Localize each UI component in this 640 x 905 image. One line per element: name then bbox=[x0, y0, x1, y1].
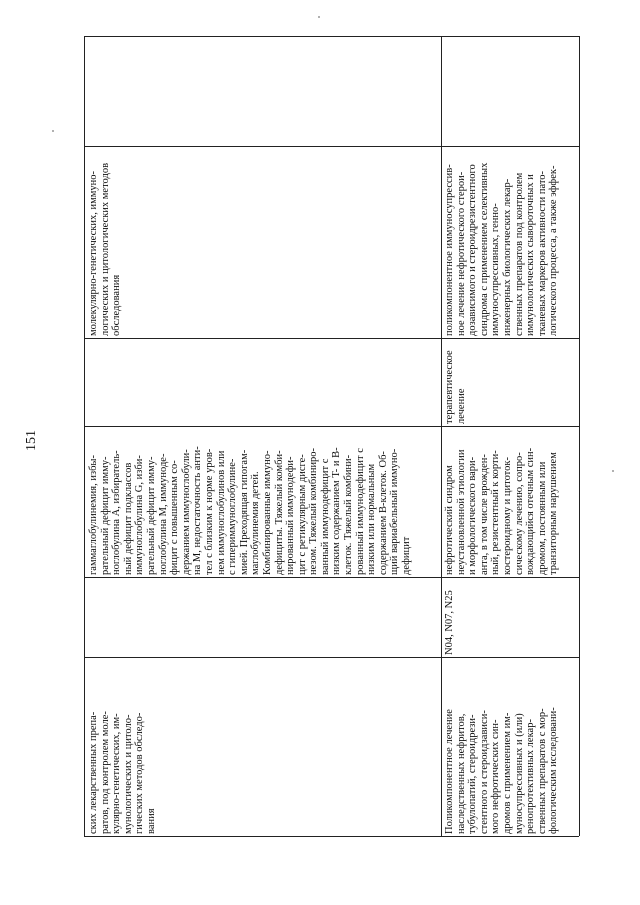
col-divider-3 bbox=[84, 426, 579, 427]
r2-col4-cell bbox=[444, 340, 474, 424]
scan-speck bbox=[52, 130, 54, 132]
r2-col2-text: N04, N07, N25 bbox=[444, 590, 455, 655]
table-border-bottom bbox=[84, 836, 579, 837]
r2-col1-text: Поликомпонентное лечение наследственных нефритов, тубулопатий, стероидрези- стентного и стероидзависи- мого нефротических син- дромов с применением им- муносупрессивных и (или) ренопротективных лекар- ственных препаратов с мор- фологическим исследовани- bbox=[444, 707, 560, 834]
page-number: 151 bbox=[24, 430, 39, 451]
r1-col3-text: гаммаглобулинемия, избы- рательный дефицит имму- ноглобулина A, избиратель- ный дефицит подклассов иммуноглобулина G, изби- рательный дефицит имму- ноглобулина M, иммуноде- фицит с повышенным со- держанием иммуноглобули- на M, недостаточность анти- тел с близким к норме уров- нем иммуноглобулинов или с гипериммуноглобулине- мией. Преходящая гипогам- маглобулинемия детей. Комбинированные иммуно- дефициты. Тяжелый комби- нированный иммунодефи- цит с ретикулярным дисге- незом. Тяжелый комбиниро- ванный иммунодефицит с низким содержанием T- и B- клеток. Тяжелый комбини- рованный иммунодефицит с низким или нормальным содержанием B-клеток. Об- щий вариабельный иммуно- дефицит bbox=[88, 446, 413, 575]
col-divider-4 bbox=[84, 577, 579, 578]
table-border-left bbox=[84, 36, 85, 836]
r2-col2-cell bbox=[444, 579, 464, 655]
r1-col5-text: молекулярно-генетических, иммуно- логических и цитологических методов обследования bbox=[88, 162, 123, 336]
row-divider bbox=[441, 36, 442, 836]
col-divider-2 bbox=[84, 338, 579, 339]
r2-col5-cell bbox=[444, 148, 577, 336]
r2-col3-cell bbox=[444, 428, 577, 575]
table-border-top bbox=[84, 36, 579, 37]
scan-speck bbox=[318, 16, 320, 18]
r1-col5-cell bbox=[88, 148, 128, 336]
scan-speck bbox=[612, 470, 614, 472]
r2-col5-text: поликомпонентное иммуносупрессив- ное лечение нефротического стерои- дозависимого и стероидрезистентного синдрома с применением селективных иммуносупрессивных, генно- инженерных биологических лекар- ственных препаратов под контролем иммунологических сывороточных и тканевых маркеров активности пато- логического процесса, а также эффек- bbox=[444, 162, 560, 336]
col-divider-5 bbox=[84, 657, 579, 658]
r1-col3-cell bbox=[88, 428, 439, 575]
r1-col1-cell bbox=[88, 659, 162, 834]
table-border-right bbox=[579, 36, 580, 836]
r1-col1-text: ских лекарственных препа- ратов, под контролем моле- кулярно-генетических, им- мунологических и цитоло- гических методов обследо- вания bbox=[88, 711, 157, 834]
r2-col4-text: терапевтическое лечение bbox=[444, 350, 467, 424]
r2-col3-text: нефротический синдром неустановленной этиологии и морфологического вари- анта, в том числе врожден- ный, резистентный к корти- костероидному и цитоток- сическому лечению, сопро- вождающийся отечным син- дромом, постоянным или транзиторным нарушением bbox=[444, 447, 560, 575]
r2-col1-cell bbox=[444, 659, 577, 834]
col-divider-1 bbox=[84, 146, 579, 147]
